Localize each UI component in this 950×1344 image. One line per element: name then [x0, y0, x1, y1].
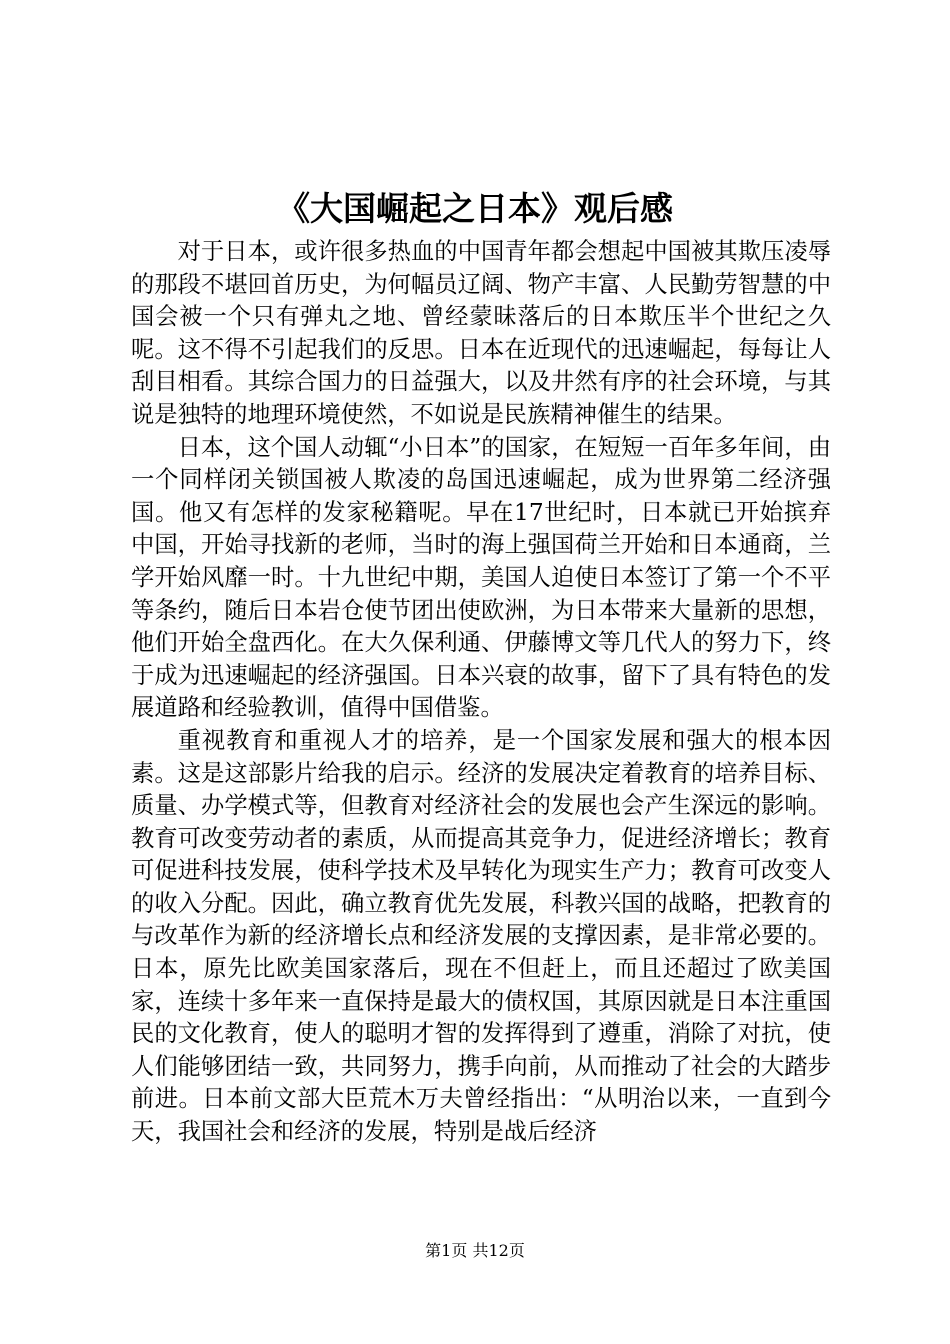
- paragraph: 对于日本，或许很多热血的中国青年都会想起中国被其欺压凌辱的那段不堪回首历史，为何幅员辽阔、物产丰富、人民勤劳智慧的中国会被一个只有弹丸之地、曾经蒙昧落后的日本欺压半个世纪之久呢。这不得不引起我们的反思。日本在近现代的迅速崛起，每每让人刮目相看。其综合国力的日益强大，以及井然有序的社会环境，与其说是独特的地理环境使然，不如说是民族精神催生的结果。: [131, 238, 831, 428]
- paragraph: 重视教育和重视人才的培养，是一个国家发展和强大的根本因素。这是这部影片给我的启示。经济的发展决定着教育的培养目标、质量、办学模式等，但教育对经济社会的发展也会产生深远的影响。教育可改变劳动者的素质，从而提高其竞争力，促进经济增长；教育可促进科技发展，使科学技术及早转化为现实生产力；教育可改变人的收入分配。因此，确立教育优先发展，科教兴国的战略，把教育的与改革作为新的经济增长点和经济发展的支撑因素，是非常必要的。日本，原先比欧美国家落后，现在不但赶上，而且还超过了欧美国家，连续十多年来一直保持是最大的债权国，其原因就是日本注重国民的文化教育，使人的聪明才智的发挥得到了遵重，消除了对抗，使人们能够团结一致，共同努力，携手向前，从而推动了社会的大踏步前进。日本前文部大臣荒木万夫曾经指出：“从明治以来，一直到今天，我国社会和经济的发展，特别是战后经济: [131, 726, 831, 1146]
- document-title: 《大国崛起之日本》观后感: [277, 189, 673, 228]
- page-footer: [0, 1240, 950, 1262]
- document-body: [131, 236, 831, 1149]
- page-total: 共12页: [472, 1241, 525, 1260]
- page-number: 第1页: [425, 1241, 468, 1260]
- paragraph: 日本，这个国人动辄“小日本”的国家，在短短一百年多年间，由一个同样闭关锁国被人欺凌的岛国迅速崛起，成为世界第二经济强国。他又有怎样的发家秘籍呢。早在17世纪时，日本就已开始摈弃中国，开始寻找新的老师，当时的海上强国荷兰开始和日本通商，兰学开始风靡一时。十九世纪中期，美国人迫使日本签订了第一个不平等条约，随后日本岩仓使节团出使欧洲，为日本带来大量新的思想，他们开始全盘西化。在大久保利通、伊藤博文等几代人的努力下，终于成为迅速崛起的经济强国。日本兴衰的故事，留下了具有特色的发展道路和经验教训，值得中国借鉴。: [131, 433, 831, 722]
